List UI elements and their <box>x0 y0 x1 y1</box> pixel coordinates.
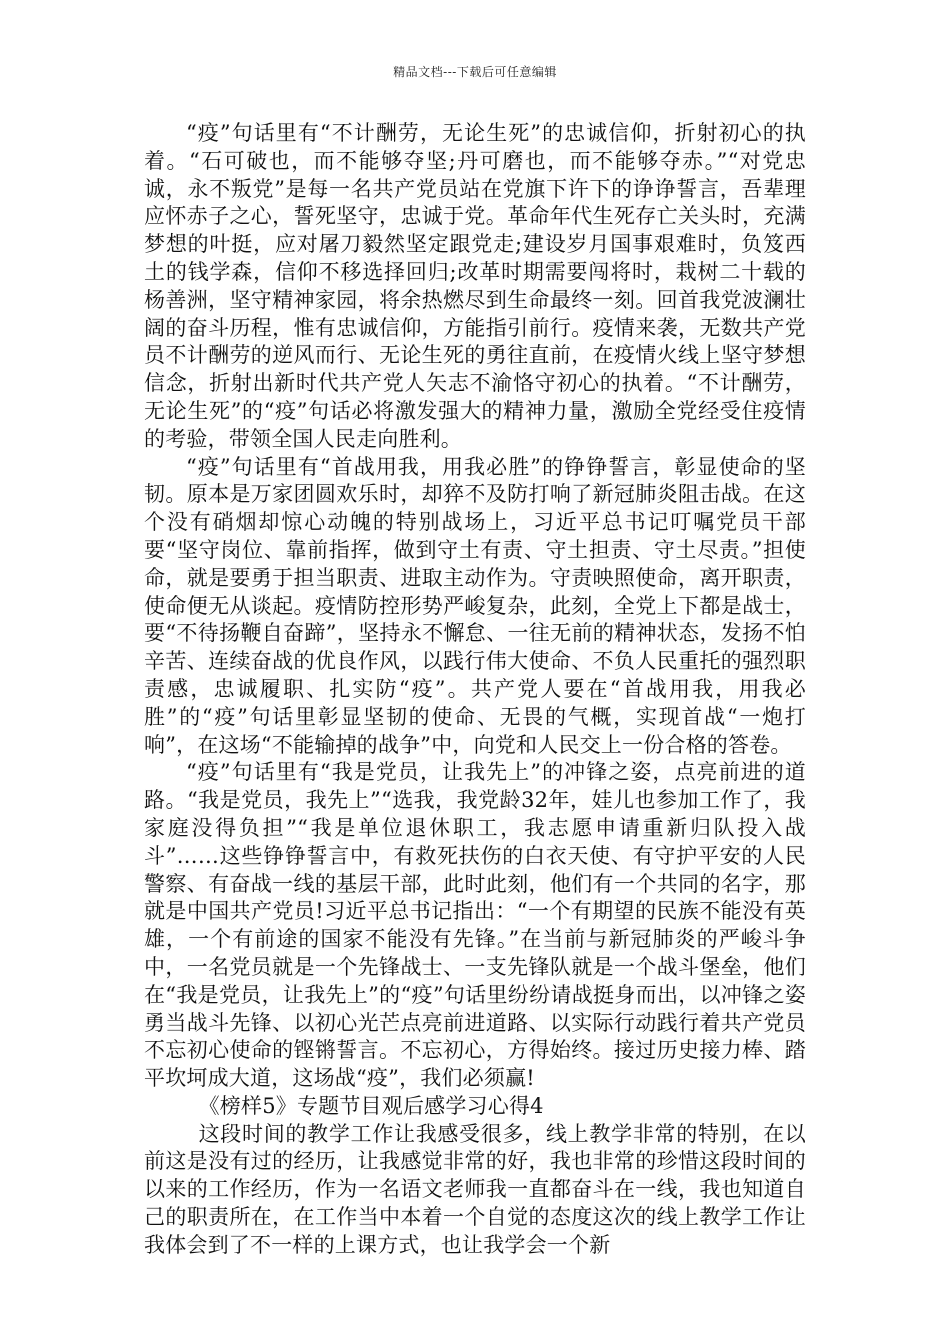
document-body <box>144 120 806 1260</box>
page-header: 精品文档---下载后可任意编辑 <box>393 65 557 79</box>
paragraph-loyalty: “疫”句话里有“不计酬劳，无论生死”的忠诚信仰，折射初心的执着。“石可破也，而不能够夺坚;丹可磨也，而不能够夺赤。”“对党忠诚，永不叛党”是每一名共产党员站在党旗下许下的诤诤誓言，吾辈理应怀赤子之心，誓死坚守，忠诚于党。革命年代生死存亡关头时，充满梦想的叶挺，应对屠刀毅然坚定跟党走;建设岁月国事艰难时，负笈西土的钱学森，信仰不移选择回归;改革时期需要闯将时，栽树二十载的杨善洲，坚守精神家园，将余热燃尽到生命最终一刻。回首我党波澜壮阔的奋斗历程，惟有忠诚信仰，方能指引前行。疫情来袭，无数共产党员不计酬劳的逆风而行、无论生死的勇往直前，在疫情火线上坚守梦想信念，折射出新时代共产党人矢志不渝恪守初心的执着。“不计酬劳，无论生死”的“疫”句话必将激发强大的精神力量，激励全党经受住疫情的考验，带领全国人民走向胜利。 <box>144 121 806 451</box>
section-title: 《榜样5》专题节目观后感学习心得4 <box>198 1093 544 1118</box>
paragraph-teaching: 这段时间的教学工作让我感受很多，线上教学非常的特别，在以前这是没有过的经历，让我感觉非常的好，我也非常的珍惜这段时间的以来的工作经历，作为一名语文老师我一直都奋斗在一线，我也知道自己的职责所在，在工作当中本着一个自觉的态度这次的线上教学工作让我体会到了不一样的上课方式，也让我学会一个新 <box>144 1121 806 1257</box>
paragraph-mission: “疫”句话里有“首战用我，用我必胜”的铮铮誓言，彰显使命的坚韧。原本是万家团圆欢乐时，却猝不及防打响了新冠肺炎阻击战。在这个没有硝烟却惊心动魄的特别战场上，习近平总书记叮嘱党员干部要“坚守岗位、靠前指挥，做到守土有责、守土担责、守土尽责。”担使命，就是要勇于担当职责、进取主动作为。守责映照使命，离开职责，使命便无从谈起。疫情防控形势严峻复杂，此刻，全党上下都是战士，要“不待扬鞭自奋蹄”，坚持永不懈怠、一往无前的精神状态，发扬不怕辛苦、连续奋战的优良作风，以践行伟大使命、不负人民重托的强烈职责感，忠诚履职、扎实防“疫”。共产党人要在“首战用我，用我必胜”的“疫”句话里彰显坚韧的使命、无畏的气概，实现首战“一炮打响”，在这场“不能输掉的战争”中，向党和人民交上一份合格的答卷。 <box>144 454 806 757</box>
paragraph-vanguard: “疫”句话里有“我是党员，让我先上”的冲锋之姿，点亮前进的道路。“我是党员，我先上”“选我，我党龄32年，娃儿也参加工作了，我家庭没得负担”“我是单位退休职工，我志愿申请重新归队投入战斗”……这些铮铮誓言中，有救死扶伤的白衣天使、有守护平安的人民警察、有奋战一线的基层干部，此时此刻，他们有一个共同的名字，那就是中国共产党员!习近平总书记指出：“一个有期望的民族不能没有英雄，一个有前途的国家不能没有先锋。”在当前与新冠肺炎的严峻斗争中，一名党员就是一个先锋战士、一支先锋队就是一个战斗堡垒，他们在“我是党员，让我先上”的“疫”句话里纷纷请战挺身而出，以冲锋之姿勇当战斗先锋、以初心光芒点亮前进道路、以实际行动践行着共产党员不忘初心使命的铿锵誓言。不忘初心，方得始终。接过历史接力棒、踏平坎坷成大道，这场战“疫”，我们必须赢! <box>144 760 806 1091</box>
